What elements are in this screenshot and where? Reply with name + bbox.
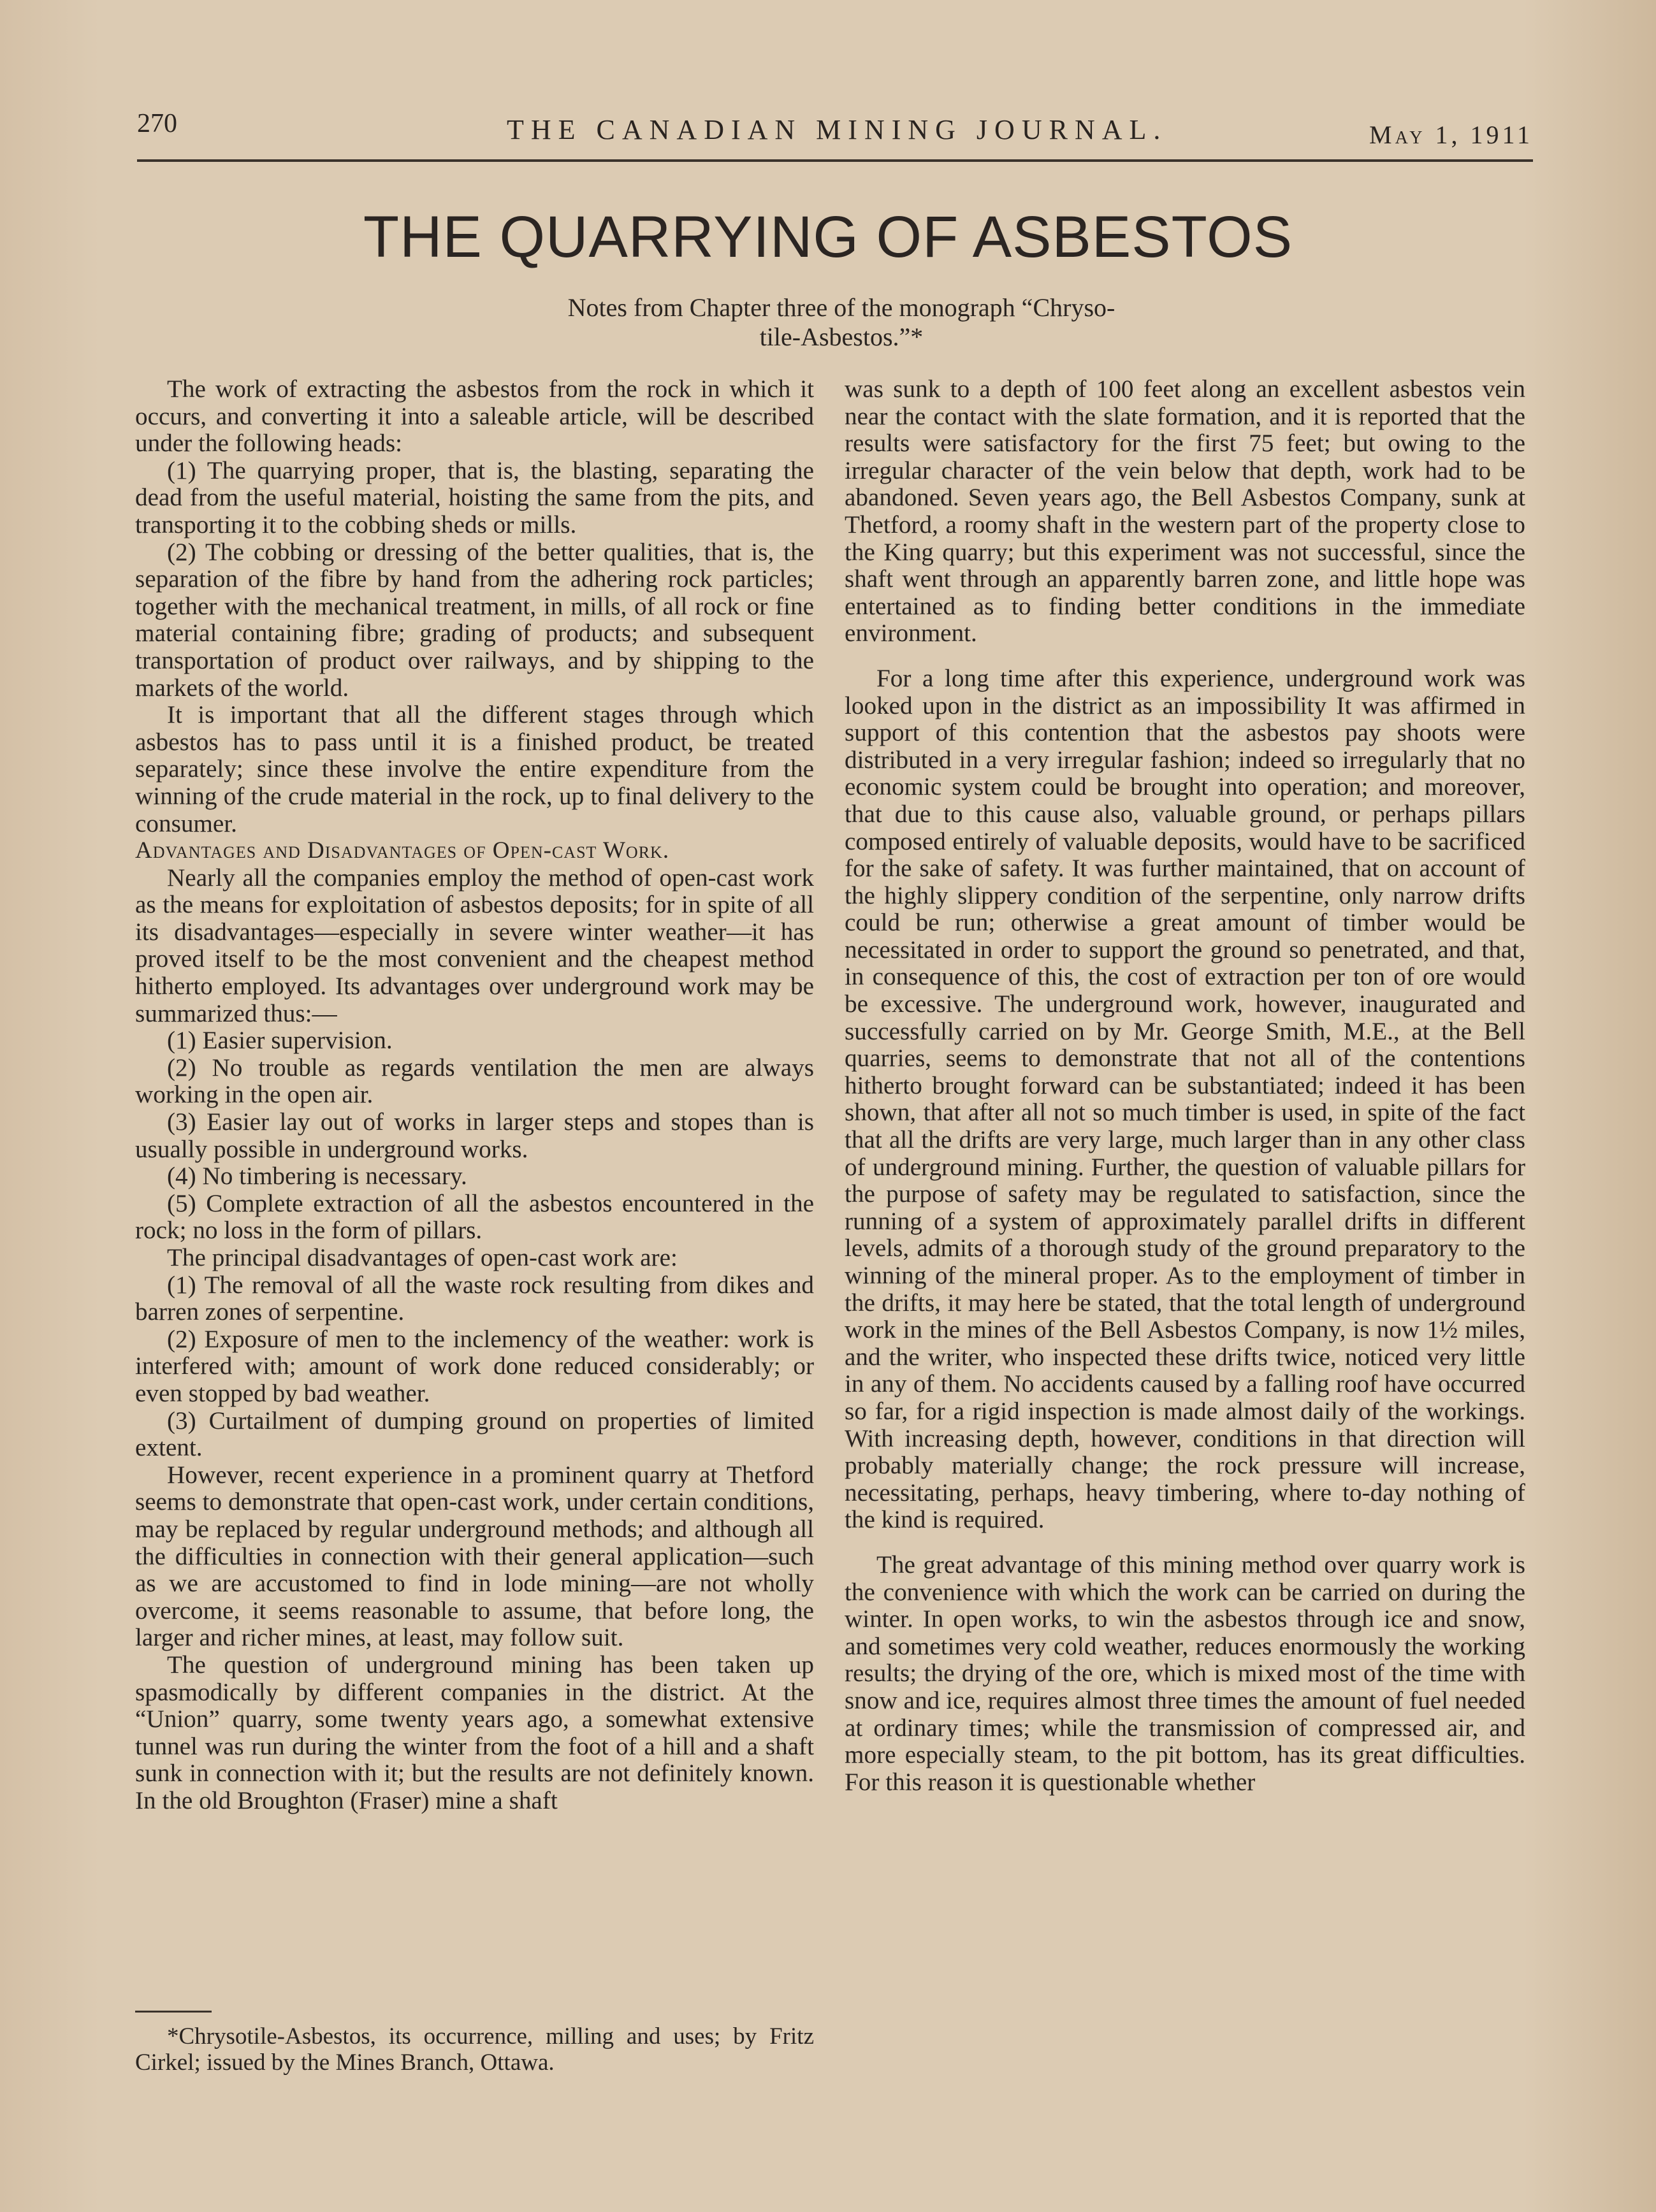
paragraph: The great advantage of this mining method over quarry work is the convenience with which the work can be carried on during the winter. In open works, to win the asbestos through ice and snow, and sometimes very cold weather, reduces enormously the working results; the drying of the ore, which is mixed most of the time with snow and ice, requires almost three times the amount of fuel needed at ordinary times; while the transmission of compressed air, and more especially steam, to the pit bottom, has its great difficulties. For this reason it is questionable whether	[845, 1551, 1525, 1796]
right-column	[845, 376, 1525, 1796]
list-item: (4) No timbering is necessary.	[167, 1162, 467, 1190]
article-title: THE QUARRYING OF ASBESTOS	[363, 205, 1293, 270]
list-item: (3) Easier lay out of works in larger steps and stopes than is usually possible in underground works.	[135, 1108, 814, 1163]
page-header	[137, 102, 1533, 162]
paragraph: For a long time after this experience, underground work was looked upon in the district as an impossibility It was affirmed in support of this contention that the asbestos pay shoots were distributed in a very irregular fashion; indeed so irregularly that no economic system could be brought into operation; and moreover, that due to this cause also, valuable ground, or perhaps pillars composed entirely of valuable deposits, would have to be sacrificed for the sake of safety. It was further maintained, that on account of the highly slippery condition of the serpentine, only narrow drifts could be run; otherwise a great amount of timber would be necessitated in order to support the ground so penetrated, and that, in consequence of this, the cost of extraction per ton of ore would be excessive. The underground work, however, inaugurated and successfully carried on by Mr. George Smith, M.E., at the Bell quarries, seems to demonstrate that not all of the contentions hitherto brought forward can be substantiated; indeed it has been shown, that after all not so much timber is used, in spite of the fact that all the drifts are very large, much larger than in any other class of underground mining. Further, the question of valuable pillars for the purpose of safety may be regulated to satisfaction, since the running of a system of approximately parallel drifts in different levels, admits of a thorough study of the ground preparatory to the winning of the mineral proper. As to the employment of timber in the drifts, it may here be stated, that the total length of underground work in the mines of the Bell Asbestos Company, is now 1½ miles, and the writer, who inspected these drifts twice, noticed very little in any of them. No accidents caused by a falling roof have occurred so far, for a rigid inspection is made almost daily of the workings. With increasing depth, however, conditions in that direction will probably materially change; the rock pressure will increase, necessitating, perhaps, heavy timbering, where to-day nothing of the kind is required.	[845, 664, 1525, 1534]
paragraph: Nearly all the companies employ the method of open-cast work as the means for exploitation of asbestos deposits; for in spite of all its disadvantages—especially in severe winter weather—it has proved itself to be the most convenient and the cheapest method hitherto employed. Its advantages over underground work may be summarized thus:—	[135, 864, 814, 1027]
subtitle-line-1: Notes from Chapter three of the monograph “Chryso-	[567, 293, 1115, 322]
paragraph-gap	[845, 647, 1525, 665]
footnote: *Chrysotile-Asbestos, its occurrence, milling and uses; by Fritz Cirkel; issued by the Mines Branch, Ottawa.	[135, 2023, 814, 2076]
left-column	[135, 376, 814, 1814]
paragraph: It is important that all the different stages through which asbestos has to pass until it is a finished product, be treated separately; since these involve the entire expenditure from the winning of the crude material in the rock, up to final delivery to the consumer.	[135, 701, 814, 837]
journal-title: THE CANADIAN MINING JOURNAL.	[507, 114, 1168, 145]
paragraph: The principal disadvantages of open-cast work are:	[167, 1244, 678, 1271]
list-item: (1) The removal of all the waste rock resulting from dikes and barren zones of serpentine.	[135, 1271, 814, 1326]
footnote-divider	[135, 2011, 212, 2013]
list-item: (2) Exposure of men to the inclemency of the weather: work is interfered with; amount of work done reduced considerably; or even stopped by bad weather.	[135, 1325, 814, 1407]
paragraph-gap	[845, 1534, 1525, 1552]
list-item: (3) Curtailment of dumping ground on properties of limited extent.	[135, 1406, 814, 1462]
list-item: (1) The quarrying proper, that is, the blasting, separating the dead from the useful material, hoisting the same from the pits, and transporting it to the cobbing sheds or mills.	[135, 456, 814, 539]
paragraph: However, recent experience in a prominent quarry at Thetford seems to demonstrate that open-cast work, under certain conditions, may be replaced by regular underground methods; and although all the difficulties in connection with their general application—such as we are accustomed to find in lode mining—are not wholly overcome, it seems reasonable to assume, that before long, the larger and richer mines, at least, may follow suit.	[135, 1461, 814, 1652]
list-item: (2) No trouble as regards ventilation the men are always working in the open air.	[135, 1053, 814, 1109]
list-item: (1) Easier supervision.	[167, 1027, 393, 1055]
paragraph: The work of extracting the asbestos from the rock in which it occurs, and converting it into a saleable article, will be described under the following heads:	[135, 375, 814, 458]
subtitle-line-2: tile-Asbestos.”*	[759, 322, 924, 351]
issue-date: May 1, 1911	[1369, 120, 1533, 149]
list-item: (5) Complete extraction of all the asbestos encountered in the rock; no loss in the form of pillars.	[135, 1189, 814, 1245]
paragraph: The question of underground mining has been taken up spasmodically by different companies in the district. At the “Union” quarry, some twenty years ago, a somewhat extensive tunnel was run during the winter from the foot of a hill and a shaft sunk in connection with it; but the results are not definitely known. In the old Broughton (Fraser) mine a shaft	[135, 1651, 814, 1814]
section-heading: Advantages and Disadvantages of Open-cast Work.	[135, 837, 670, 864]
article-subtitle	[484, 293, 1198, 352]
list-item: (2) The cobbing or dressing of the better qualities, that is, the separation of the fibre by hand from the adhering rock particles; together with the mechanical treatment, in mills, of all rock or fine material containing fibre; grading of products; and subsequent transportation of product over railways, and by shipping to the markets of the world.	[135, 538, 814, 702]
page-number: 270	[137, 109, 177, 138]
paragraph-continued: was sunk to a depth of 100 feet along an excellent asbestos vein near the contact with the slate formation, and it is reported that the results were satisfactory for the first 75 feet; but owing to the irregular character of the vein below that depth, work had to be abandoned. Seven years ago, the Bell Asbestos Company, sunk at Thetford, a roomy shaft in the western part of the property close to the King quarry; but this experiment was not successful, since the shaft went through an apparently barren zone, and little hope was entertained as to finding better conditions in the immediate environment.	[845, 375, 1525, 647]
